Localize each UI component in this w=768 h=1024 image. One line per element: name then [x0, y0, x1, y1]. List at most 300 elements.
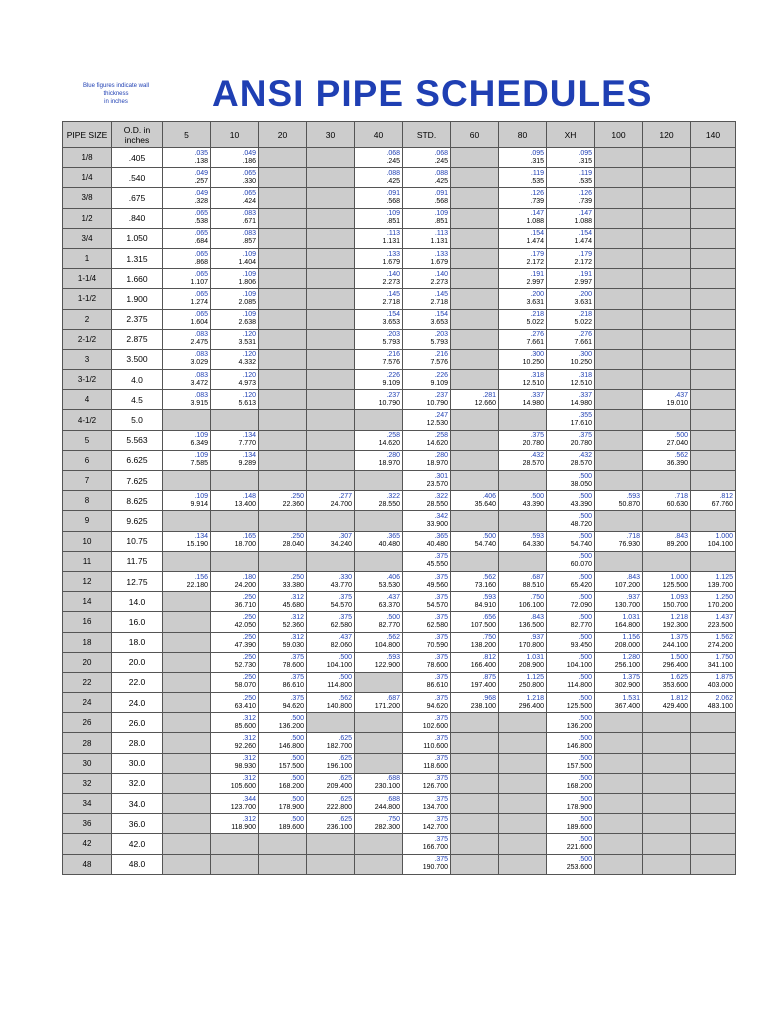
weight-per-foot: 85.600 — [234, 722, 256, 730]
wall-thickness: .375 — [434, 735, 448, 743]
weight-per-foot: 18.970 — [378, 460, 400, 468]
empty-cell — [259, 168, 307, 188]
pipe-size-cell: 10 — [63, 531, 112, 551]
weight-per-foot: 17.610 — [570, 420, 592, 428]
weight-per-foot: 130.700 — [614, 601, 640, 609]
schedule-cell — [643, 531, 691, 551]
empty-cell — [691, 390, 736, 410]
weight-per-foot: 2.638 — [238, 319, 256, 327]
schedule-cell — [547, 814, 595, 834]
schedule-cell — [259, 794, 307, 814]
schedule-cell — [499, 269, 547, 289]
weight-per-foot: 7.661 — [574, 339, 592, 347]
empty-cell — [691, 773, 736, 793]
weight-per-foot: 3.915 — [190, 399, 208, 407]
schedule-cell — [163, 309, 211, 329]
weight-per-foot: .568 — [386, 197, 400, 205]
schedule-cell — [403, 632, 451, 652]
weight-per-foot: 114.800 — [567, 682, 592, 690]
empty-cell — [307, 410, 355, 430]
schedule-cell — [355, 430, 403, 450]
wall-thickness: .312 — [290, 634, 304, 642]
wall-thickness: .049 — [194, 169, 208, 177]
schedule-cell — [355, 349, 403, 369]
wall-thickness: .312 — [290, 613, 304, 621]
wall-thickness: .593 — [530, 533, 544, 541]
empty-cell — [355, 672, 403, 692]
schedule-cell — [211, 612, 259, 632]
wall-thickness: .301 — [434, 472, 448, 480]
schedule-cell — [163, 148, 211, 168]
empty-cell — [259, 390, 307, 410]
pipe-size-cell: 14 — [63, 592, 112, 612]
schedule-cell — [355, 329, 403, 349]
weight-per-foot: .315 — [530, 157, 544, 165]
wall-thickness: .300 — [578, 351, 592, 359]
empty-cell — [643, 329, 691, 349]
weight-per-foot: .535 — [530, 177, 544, 185]
empty-cell — [595, 450, 643, 470]
weight-per-foot: 12.660 — [474, 399, 496, 407]
schedule-cell — [691, 491, 736, 511]
empty-cell — [451, 228, 499, 248]
empty-cell — [259, 410, 307, 430]
wall-thickness: .688 — [386, 795, 400, 803]
empty-cell — [595, 168, 643, 188]
weight-per-foot: 429.400 — [662, 702, 688, 710]
schedule-cell — [451, 612, 499, 632]
wall-thickness: .180 — [242, 573, 256, 581]
weight-per-foot: 122.900 — [374, 662, 400, 670]
schedule-cell — [259, 612, 307, 632]
schedule-cell — [499, 612, 547, 632]
wall-thickness: 1.031 — [526, 654, 544, 662]
schedule-cell — [307, 814, 355, 834]
wall-thickness: .500 — [578, 472, 592, 480]
schedule-cell — [403, 531, 451, 551]
empty-cell — [643, 814, 691, 834]
empty-cell — [355, 713, 403, 733]
weight-per-foot: 223.500 — [707, 621, 733, 629]
wall-thickness: .625 — [338, 815, 352, 823]
schedule-cell — [451, 592, 499, 612]
wall-thickness: .500 — [482, 533, 496, 541]
schedule-cell — [259, 733, 307, 753]
schedule-cell — [595, 632, 643, 652]
weight-per-foot: 178.900 — [566, 803, 592, 811]
empty-cell — [163, 773, 211, 793]
weight-per-foot: 178.900 — [278, 803, 304, 811]
legend-note-line: Blue figures indicate wall — [82, 83, 150, 89]
pipe-size-cell: 3-1/2 — [63, 370, 112, 390]
wall-thickness: .593 — [386, 654, 400, 662]
weight-per-foot: 3.653 — [382, 319, 400, 327]
weight-per-foot: .868 — [194, 258, 208, 266]
wall-thickness: .312 — [290, 593, 304, 601]
weight-per-foot: 50.870 — [618, 500, 640, 508]
wall-thickness: .300 — [530, 351, 544, 359]
wall-thickness: .134 — [194, 533, 208, 541]
empty-cell — [211, 551, 259, 571]
weight-per-foot: .568 — [434, 197, 448, 205]
empty-cell — [595, 794, 643, 814]
schedule-cell — [355, 693, 403, 713]
wall-thickness: .200 — [530, 290, 544, 298]
schedule-cell — [163, 571, 211, 591]
wall-thickness: .083 — [194, 351, 208, 359]
table-row — [63, 753, 736, 773]
empty-cell — [691, 208, 736, 228]
schedule-cell — [547, 672, 595, 692]
weight-per-foot: 82.770 — [570, 621, 592, 629]
schedule-cell — [259, 531, 307, 551]
wall-thickness: .083 — [194, 391, 208, 399]
empty-cell — [451, 410, 499, 430]
pipe-size-cell: 8 — [63, 491, 112, 511]
weight-per-foot: 274.200 — [707, 642, 733, 650]
wall-thickness: .140 — [434, 270, 448, 278]
wall-thickness: .307 — [338, 533, 352, 541]
schedule-cell — [499, 349, 547, 369]
schedule-cell — [451, 571, 499, 591]
pipe-size-cell: 4 — [63, 390, 112, 410]
weight-per-foot: 138.200 — [470, 642, 496, 650]
page-title: ANSI PIPE SCHEDULES — [212, 73, 653, 114]
weight-per-foot: 209.400 — [326, 783, 352, 791]
table-row — [63, 814, 736, 834]
empty-cell — [595, 228, 643, 248]
schedule-cell — [499, 329, 547, 349]
schedule-cell — [499, 208, 547, 228]
empty-cell — [643, 349, 691, 369]
schedule-cell — [403, 672, 451, 692]
schedule-cell — [547, 248, 595, 268]
schedule-cell — [307, 571, 355, 591]
schedule-cell — [211, 208, 259, 228]
schedule-cell — [547, 349, 595, 369]
empty-cell — [643, 551, 691, 571]
wall-thickness: .432 — [578, 452, 592, 460]
schedule-cell — [211, 592, 259, 612]
empty-cell — [643, 713, 691, 733]
weight-per-foot: 2.997 — [574, 278, 592, 286]
schedule-cell — [403, 248, 451, 268]
weight-per-foot: 10.790 — [426, 399, 448, 407]
empty-cell — [643, 854, 691, 874]
empty-cell — [595, 471, 643, 491]
empty-cell — [595, 349, 643, 369]
schedule-cell — [211, 672, 259, 692]
weight-per-foot: 104.100 — [326, 662, 352, 670]
wall-thickness: .437 — [674, 391, 688, 399]
od-cell: 32.0 — [112, 773, 163, 793]
wall-thickness: .375 — [434, 654, 448, 662]
schedule-cell — [355, 309, 403, 329]
schedule-cell — [403, 370, 451, 390]
empty-cell — [451, 733, 499, 753]
wall-thickness: .937 — [530, 634, 544, 642]
empty-cell — [259, 248, 307, 268]
schedule-cell — [691, 592, 736, 612]
schedule-cell — [163, 329, 211, 349]
weight-per-foot: 45.680 — [282, 601, 304, 609]
schedule-cell — [547, 228, 595, 248]
weight-per-foot: 10.250 — [522, 359, 544, 367]
schedule-cell — [403, 228, 451, 248]
wall-thickness: .322 — [386, 492, 400, 500]
schedule-cell — [355, 289, 403, 309]
schedule-cell — [163, 370, 211, 390]
od-cell: .405 — [112, 148, 163, 168]
pipe-size-cell: 42 — [63, 834, 112, 854]
wall-thickness: .375 — [290, 674, 304, 682]
pipe-size-cell: 16 — [63, 612, 112, 632]
wall-thickness: .562 — [674, 452, 688, 460]
wall-thickness: .750 — [386, 815, 400, 823]
schedule-cell — [403, 289, 451, 309]
table-row — [63, 370, 736, 390]
weight-per-foot: 54.740 — [474, 541, 496, 549]
wall-thickness: .625 — [338, 795, 352, 803]
wall-thickness: 1.093 — [670, 593, 688, 601]
schedule-cell — [355, 491, 403, 511]
wall-thickness: .500 — [578, 694, 592, 702]
wall-thickness: .375 — [434, 755, 448, 763]
empty-cell — [355, 471, 403, 491]
empty-cell — [163, 672, 211, 692]
empty-cell — [499, 753, 547, 773]
empty-cell — [595, 269, 643, 289]
schedule-cell — [547, 854, 595, 874]
od-cell: .540 — [112, 168, 163, 188]
weight-per-foot: 107.500 — [470, 621, 496, 629]
wall-thickness: .656 — [482, 613, 496, 621]
weight-per-foot: 22.360 — [282, 500, 304, 508]
schedule-cell — [643, 430, 691, 450]
table-row — [63, 208, 736, 228]
schedule-cell — [595, 491, 643, 511]
weight-per-foot: 3.631 — [526, 298, 544, 306]
table-row — [63, 834, 736, 854]
od-cell: 36.0 — [112, 814, 163, 834]
od-cell: 10.75 — [112, 531, 163, 551]
weight-per-foot: 28.550 — [378, 500, 400, 508]
empty-cell — [259, 450, 307, 470]
empty-cell — [163, 733, 211, 753]
pipe-size-cell: 4-1/2 — [63, 410, 112, 430]
header-schedule: 100 — [595, 122, 643, 148]
schedule-cell — [355, 632, 403, 652]
wall-thickness: .250 — [242, 593, 256, 601]
schedule-cell — [355, 228, 403, 248]
empty-cell — [643, 834, 691, 854]
pipe-size-cell: 28 — [63, 733, 112, 753]
schedule-cell — [643, 390, 691, 410]
schedule-cell — [211, 773, 259, 793]
wall-thickness: .318 — [578, 371, 592, 379]
empty-cell — [643, 370, 691, 390]
schedule-cell — [259, 773, 307, 793]
weight-per-foot: 9.914 — [190, 500, 208, 508]
weight-per-foot: 302.900 — [614, 682, 640, 690]
weight-per-foot: 142.700 — [422, 823, 448, 831]
schedule-cell — [355, 814, 403, 834]
schedule-cell — [403, 450, 451, 470]
empty-cell — [499, 471, 547, 491]
wall-thickness: .049 — [194, 189, 208, 197]
schedule-cell — [163, 168, 211, 188]
empty-cell — [307, 370, 355, 390]
weight-per-foot: 24.200 — [234, 581, 256, 589]
weight-per-foot: 40.480 — [426, 541, 448, 549]
empty-cell — [451, 370, 499, 390]
pipe-size-cell: 1/4 — [63, 168, 112, 188]
schedule-cell — [307, 491, 355, 511]
schedule-cell — [499, 188, 547, 208]
wall-thickness: .500 — [578, 593, 592, 601]
empty-cell — [643, 188, 691, 208]
weight-per-foot: 14.980 — [570, 399, 592, 407]
weight-per-foot: 54.740 — [570, 541, 592, 549]
wall-thickness: .068 — [386, 149, 400, 157]
weight-per-foot: 244.800 — [374, 803, 400, 811]
empty-cell — [691, 854, 736, 874]
weight-per-foot: 12.510 — [522, 379, 544, 387]
schedule-cell — [307, 531, 355, 551]
weight-per-foot: 34.240 — [330, 541, 352, 549]
weight-per-foot: 367.400 — [614, 702, 640, 710]
table-row — [63, 632, 736, 652]
wall-thickness: 1.875 — [715, 674, 733, 682]
weight-per-foot: 10.790 — [378, 399, 400, 407]
schedule-cell — [211, 289, 259, 309]
empty-cell — [355, 551, 403, 571]
weight-per-foot: 98.930 — [234, 763, 256, 771]
table-body — [63, 148, 736, 875]
wall-thickness: .562 — [386, 634, 400, 642]
schedule-cell — [403, 652, 451, 672]
schedule-cell — [595, 571, 643, 591]
empty-cell — [163, 834, 211, 854]
empty-cell — [691, 168, 736, 188]
schedule-cell — [643, 450, 691, 470]
table-row — [63, 551, 736, 571]
pipe-size-cell: 3/4 — [63, 228, 112, 248]
weight-per-foot: 60.070 — [570, 561, 592, 569]
empty-cell — [691, 289, 736, 309]
empty-cell — [307, 713, 355, 733]
pipe-size-cell: 1/8 — [63, 148, 112, 168]
wall-thickness: .375 — [434, 593, 448, 601]
empty-cell — [307, 228, 355, 248]
schedule-cell — [403, 551, 451, 571]
wall-thickness: .258 — [434, 432, 448, 440]
schedule-cell — [451, 652, 499, 672]
weight-per-foot: 27.040 — [666, 440, 688, 448]
empty-cell — [691, 329, 736, 349]
schedule-cell — [211, 390, 259, 410]
header-schedule: 80 — [499, 122, 547, 148]
wall-thickness: .406 — [482, 492, 496, 500]
weight-per-foot: .857 — [242, 238, 256, 246]
schedule-cell — [259, 693, 307, 713]
weight-per-foot: 1.679 — [430, 258, 448, 266]
weight-per-foot: 3.653 — [430, 319, 448, 327]
wall-thickness: .500 — [578, 533, 592, 541]
wall-thickness: .500 — [578, 775, 592, 783]
wall-thickness: .147 — [578, 210, 592, 218]
schedule-cell — [259, 592, 307, 612]
empty-cell — [163, 592, 211, 612]
schedule-cell — [163, 248, 211, 268]
empty-cell — [595, 854, 643, 874]
weight-per-foot: .425 — [386, 177, 400, 185]
wall-thickness: .625 — [338, 755, 352, 763]
schedule-cell — [163, 531, 211, 551]
pipe-size-cell: 9 — [63, 511, 112, 531]
wall-thickness: 1.156 — [622, 634, 640, 642]
schedule-cell — [547, 289, 595, 309]
weight-per-foot: 36.390 — [666, 460, 688, 468]
schedule-cell — [211, 329, 259, 349]
od-cell: 20.0 — [112, 652, 163, 672]
empty-cell — [259, 269, 307, 289]
od-cell: 28.0 — [112, 733, 163, 753]
wall-thickness: .134 — [242, 432, 256, 440]
header-schedule: STD. — [403, 122, 451, 148]
table-row — [63, 854, 736, 874]
schedule-cell — [547, 390, 595, 410]
weight-per-foot: 43.390 — [522, 500, 544, 508]
wall-thickness: .065 — [242, 169, 256, 177]
schedule-cell — [403, 148, 451, 168]
header-od: O.D. in inches — [112, 122, 163, 148]
weight-per-foot: 3.531 — [238, 339, 256, 347]
empty-cell — [499, 713, 547, 733]
wall-thickness: .280 — [386, 452, 400, 460]
schedule-cell — [547, 713, 595, 733]
wall-thickness: 1.218 — [670, 613, 688, 621]
wall-thickness: 1.437 — [715, 613, 733, 621]
pipe-size-cell: 36 — [63, 814, 112, 834]
weight-per-foot: 67.760 — [711, 500, 733, 508]
weight-per-foot: 54.570 — [330, 601, 352, 609]
wall-thickness: .812 — [719, 492, 733, 500]
od-cell: 26.0 — [112, 713, 163, 733]
wall-thickness: .113 — [434, 230, 448, 238]
wall-thickness: .375 — [578, 432, 592, 440]
wall-thickness: 1.375 — [670, 634, 688, 642]
wall-thickness: .500 — [578, 856, 592, 864]
weight-per-foot: 28.570 — [570, 460, 592, 468]
header-schedule: 140 — [691, 122, 736, 148]
wall-thickness: .312 — [242, 775, 256, 783]
schedule-cell — [403, 753, 451, 773]
wall-thickness: .203 — [386, 331, 400, 339]
weight-per-foot: 136.200 — [566, 722, 592, 730]
weight-per-foot: 14.980 — [522, 399, 544, 407]
weight-per-foot: 1.806 — [238, 278, 256, 286]
wall-thickness: .120 — [242, 391, 256, 399]
header-schedule: 40 — [355, 122, 403, 148]
schedule-cell — [259, 652, 307, 672]
weight-per-foot: 7.661 — [526, 339, 544, 347]
table-row — [63, 531, 736, 551]
empty-cell — [643, 248, 691, 268]
schedule-cell — [499, 632, 547, 652]
weight-per-foot: 62.580 — [330, 621, 352, 629]
weight-per-foot: 9.109 — [382, 379, 400, 387]
